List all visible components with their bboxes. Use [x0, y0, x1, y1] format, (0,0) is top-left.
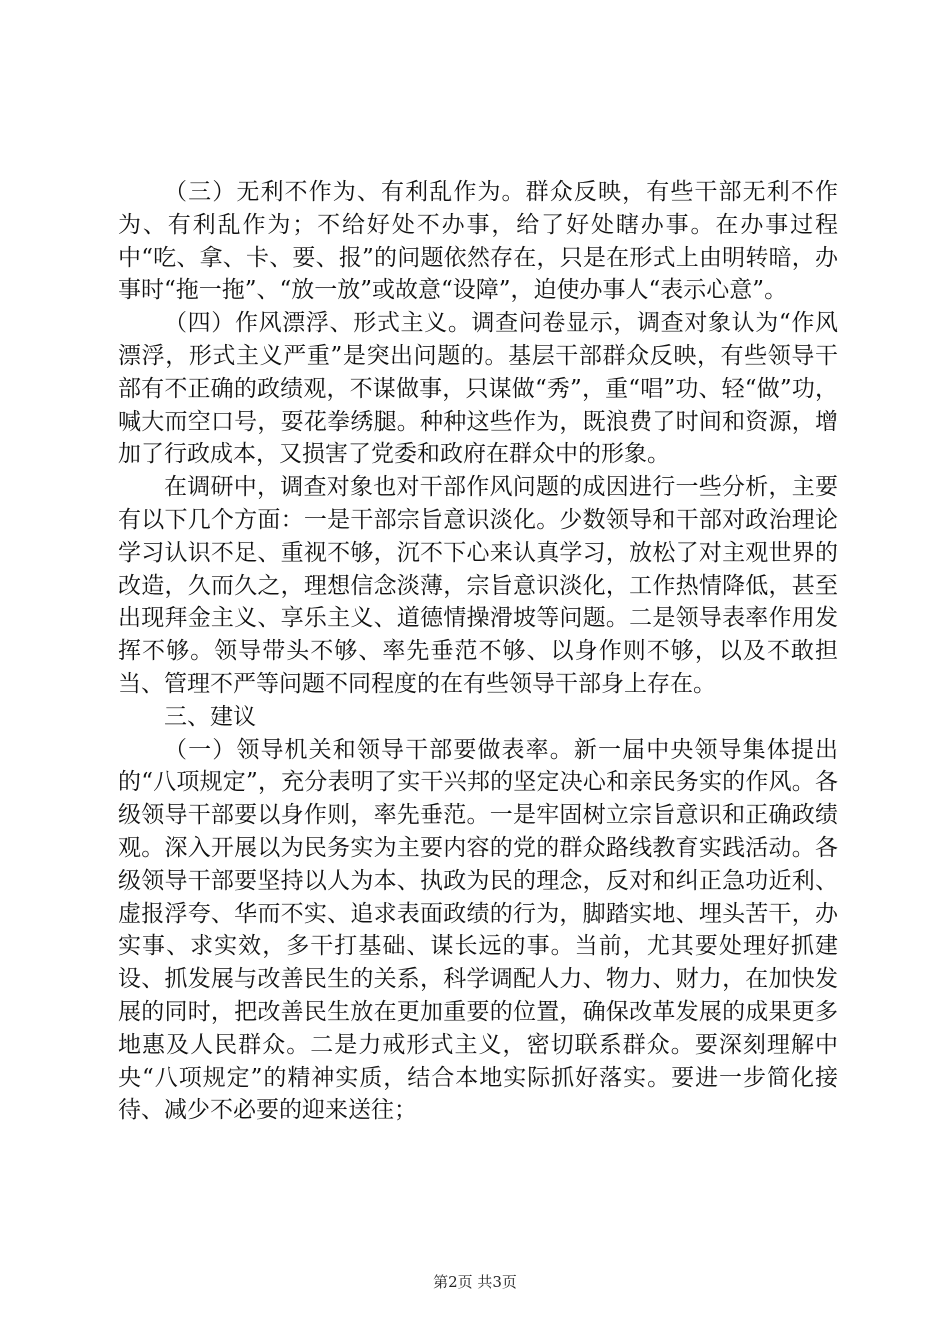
paragraph-section-3: （三）无利不作为、有利乱作为。群众反映，有些干部无利不作为、有利乱作为；不给好处不办事，给了好处瞎办事。在办事过程中“吃、拿、卡、要、报”的问题依然存在，只是在形式上由明转暗，办事时“拖一拖”、“放一放”或故意“设障”，迫使办事人“表示心意”。: [118, 179, 838, 304]
heading-suggestions: 三、建议: [164, 703, 256, 730]
page-footer: 第2页 共3页: [433, 1273, 517, 1291]
paragraph-suggestion-1: （一）领导机关和领导干部要做表率。新一届中央领导集体提出的“八项规定”，充分表明了实干兴邦的坚定决心和亲民务实的作风。各级领导干部要以身作则，率先垂范。一是牢固树立宗旨意识和正确政绩观。深入开展以为民务实为主要内容的党的群众路线教育实践活动。各级领导干部要坚持以人为本、执政为民的理念，反对和纠正急功近利、虚报浮夸、华而不实、追求表面政绩的行为，脚踏实地、埋头苦干，办实事、求实效，多干打基础、谋长远的事。当前，尤其要处理好抓建设、抓发展与改善民生的关系，科学调配人力、物力、财力，在加快发展的同时，把改善民生放在更加重要的位置，确保改革发展的成果更多地惠及人民群众。二是力戒形式主义，密切联系群众。要深刻理解中央“八项规定”的精神实质，结合本地实际抓好落实。要进一步简化接待、减少不必要的迎来送往；: [118, 736, 838, 1124]
paragraph-causes-analysis: 在调研中，调查对象也对干部作风问题的成因进行一些分析，主要有以下几个方面：一是干部宗旨意识淡化。少数领导和干部对政治理论学习认识不足、重视不够，沉不下心来认真学习，放松了对主观世界的改造，久而久之，理想信念淡薄，宗旨意识淡化，工作热情降低，甚至出现拜金主义、享乐主义、道德情操滑坡等问题。二是领导表率作用发挥不够。领导带头不够、率先垂范不够、以身作则不够，以及不敢担当、管理不严等问题不同程度的在有些领导干部身上存在。: [118, 474, 838, 697]
document-body: [118, 176, 838, 1127]
paragraph-section-4: （四）作风漂浮、形式主义。调查问卷显示，调查对象认为“作风漂浮，形式主义严重”是突出问题的。基层干部群众反映，有些领导干部有不正确的政绩观，不谋做事，只谋做“秀”，重“唱”功、轻“做”功，喊大而空口号，耍花拳绣腿。种种这些作为，既浪费了时间和资源，增加了行政成本，又损害了党委和政府在群众中的形象。: [118, 310, 838, 468]
